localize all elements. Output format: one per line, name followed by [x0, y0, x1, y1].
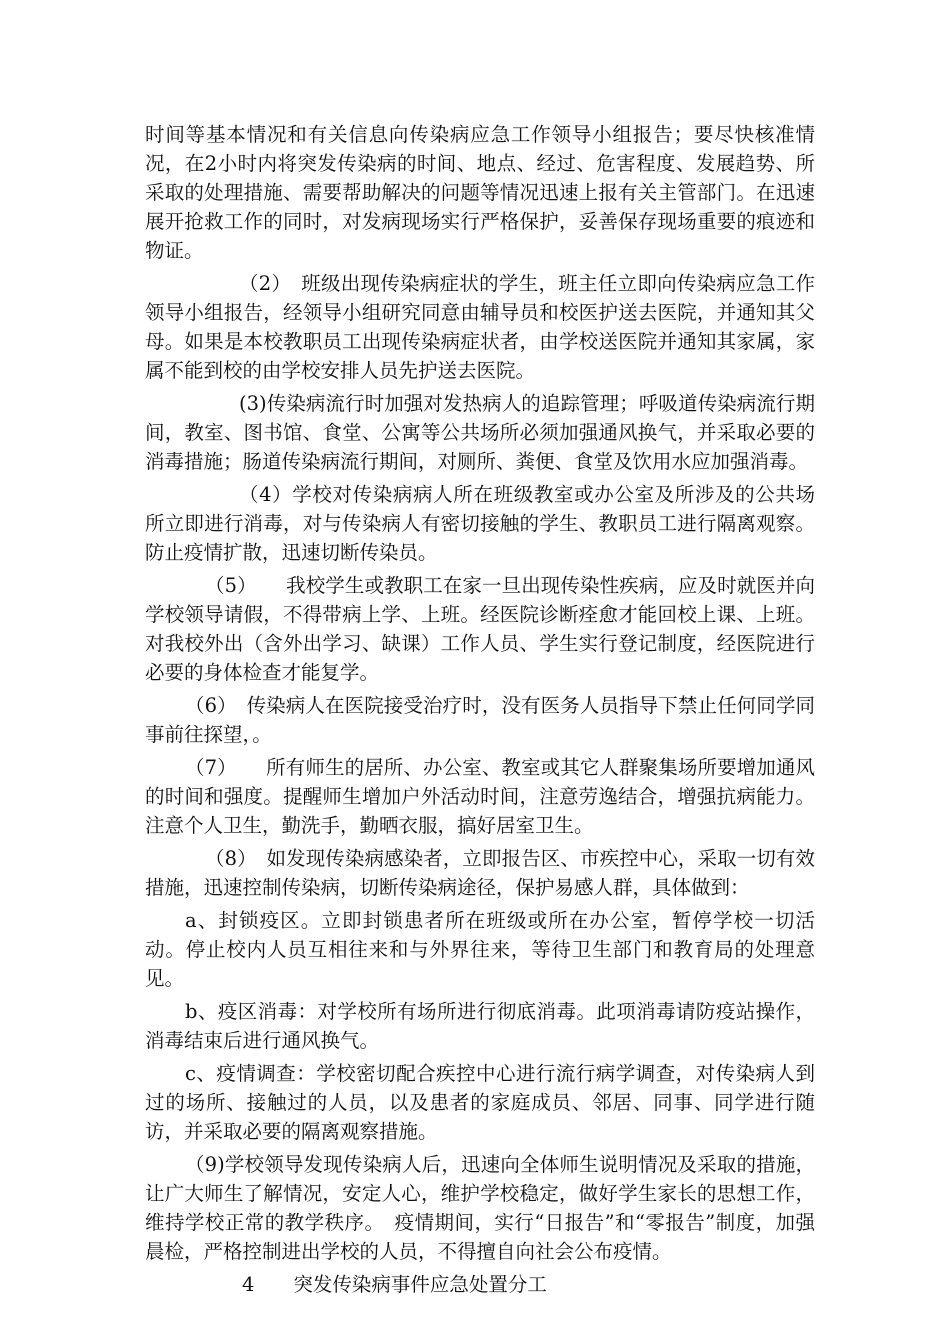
paragraph-item-8: （8） 如发现传染病感染者，立即报告区、市疾控中心，采取一切有效措施，迅速控制传染病，切断传染病途径，保护易感人群，具体做到：: [145, 847, 815, 899]
paragraph-item-4: （4）学校对传染病病人所在班级教室或办公室及所涉及的公共场所立即进行消毒，对与传染病人有密切接触的学生、教职员工进行隔离观察。防止疫情扩散，迅速切断传染员。: [145, 483, 815, 564]
paragraph-item-8b: b、疫区消毒：对学校所有场所进行彻底消毒。此项消毒请防疫站操作，消毒结束后进行通风换气。: [145, 1000, 815, 1052]
paragraph-item-7: （7） 所有师生的居所、办公室、教室或其它人群聚集场所要增加通风的时间和强度。提醒师生增加户外活动时间，注意劳逸结合，增强抗病能力。注意个人卫生，勤洗手，勤晒衣服，搞好居室卫生。: [145, 756, 815, 837]
paragraph-item-2: （2） 班级出现传染病症状的学生，班主任立即向传染病应急工作领导小组报告，经领导小组研究同意由辅导员和校医护送去医院，并通知其父母。如果是本校教职员工出现传染病症状者，由学校送医院并通知其家属，家属不能到校的由学校安排人员先护送去医院。: [145, 272, 815, 382]
paragraph-item-6: （6） 传染病人在医院接受治疗时，没有医务人员指导下禁止任何同学同事前往探望，。: [145, 694, 815, 746]
paragraph-continuation: 时间等基本情况和有关信息向传染病应急工作领导小组报告；要尽快核准情况，在2小时内将突发传染病的时间、地点、经过、危害程度、发展趋势、所采取的处理措施、需要帮助解决的问题等情况迅速上报有关主管部门。在迅速展开抢救工作的同时，对发病现场实行严格保护，妥善保存现场重要的痕迹和物证。: [145, 123, 815, 262]
section-heading: 4 突发传染病事件应急处置分工: [242, 1273, 547, 1296]
paragraph-item-5: （5） 我校学生或教职工在家一旦出现传染性疾病，应及时就医并向学校领导请假，不得带病上学、上班。经医院诊断痊愈才能回校上课、上班。对我校外出（含外出学习、缺课）工作人员、学生实行登记制度，经医院进行必要的身体检查才能复学。: [145, 574, 815, 684]
paragraph-item-8c: c、疫情调查：学校密切配合疾控中心进行流行病学调查，对传染病人到过的场所、接触过的人员，以及患者的家庭成员、邻居、同事、同学进行随访，并采取必要的隔离观察措施。: [145, 1062, 815, 1143]
document-body: [145, 120, 815, 1299]
paragraph-item-8a: a、封锁疫区。立即封锁患者所在班级或所在办公室，暂停学校一切活动。停止校内人员互相往来和与外界往来，等待卫生部门和教育局的处理意见。: [145, 909, 815, 990]
paragraph-item-3: (3)传染病流行时加强对发热病人的追踪管理；呼吸道传染病流行期间，教室、图书馆、食堂、公寓等公共场所必须加强通风换气，并采取必要的消毒措施；肠道传染病流行期间，对厕所、粪便、食堂及饮用水应加强消毒。: [145, 392, 815, 473]
paragraph-item-9: （9)学校领导发现传染病人后，迅速向全体师生说明情况及采取的措施，让广大师生了解情况，安定人心，维护学校稳定，做好学生家长的思想工作，维持学校正常的教学秩序。 疫情期间，实行“日报告”和“零报告”制度，加强晨检，严格控制进出学校的人员，不得擅自向社会公布疫情。: [145, 1153, 815, 1263]
